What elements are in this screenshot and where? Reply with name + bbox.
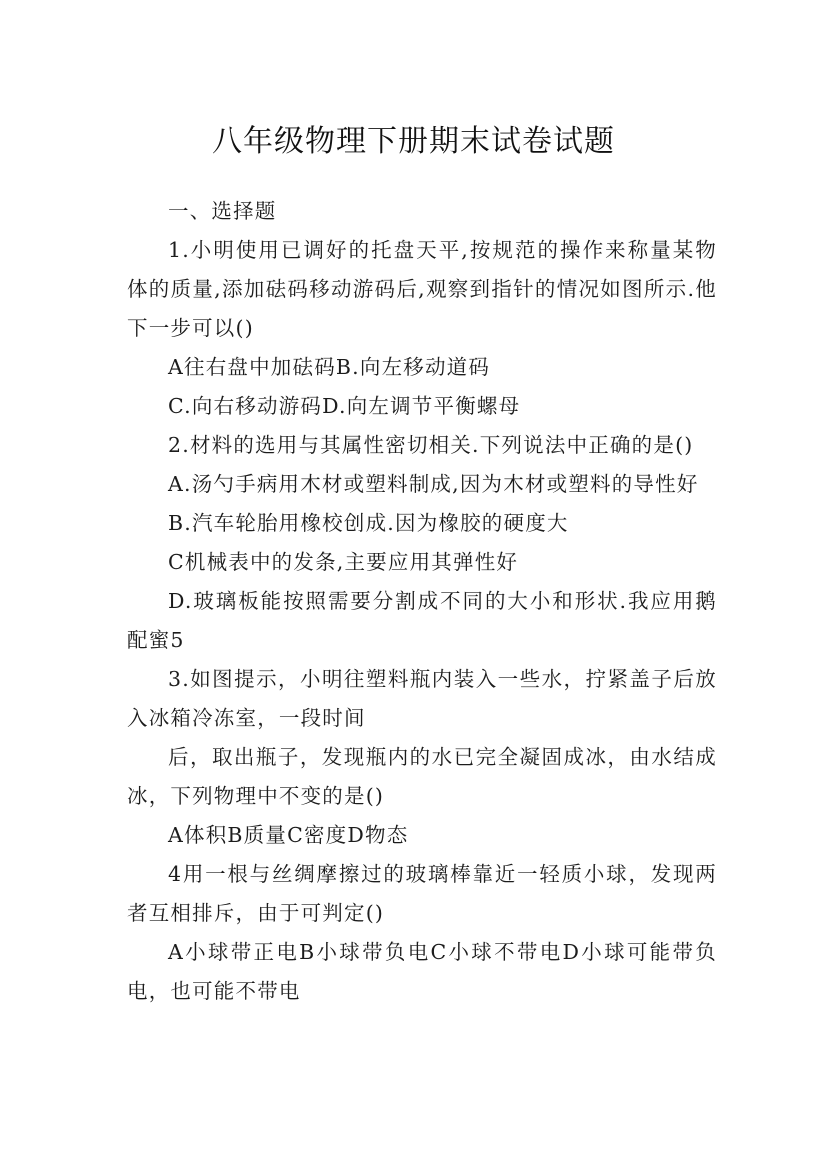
question-2: 2.材料的选用与其属性密切相关.下列说法中正确的是() — [168, 433, 694, 457]
section-heading: 一、选择题 — [168, 199, 277, 223]
question-2-option-d: D.玻璃板能按照需要分割成不同的大小和形状.我应用鹅配蜜5 — [127, 589, 717, 652]
question-1-options-ab: A往右盘中加砝码B.向左移动道码 — [168, 355, 491, 379]
question-3-options: A体积B质量C密度D物态 — [168, 823, 409, 847]
question-4: 4用一根与丝绸摩擦过的玻璃棒靠近一轻质小球，发现两者互相排斥，由于可判定() — [127, 862, 717, 925]
question-3-continued: 后，取出瓶子，发现瓶内的水已完全凝固成冰，由水结成冰，下列物理中不变的是() — [127, 745, 717, 808]
question-4-options: A小球带正电B小球带负电C小球不带电D小球可能带负电，也可能不带电 — [127, 940, 717, 1003]
question-1: 1.小明使用已调好的托盘天平,按规范的操作来称量某物体的质量,添加砝码移动游码后,观察到指针的情况如图所示.他下一步可以() — [127, 238, 717, 340]
question-2-option-b: B.汽车轮胎用橡校创成.因为橡胶的硬度大 — [168, 511, 569, 535]
page-title: 八年级物理下册期末试卷试题 — [212, 124, 615, 160]
question-2-option-c: C机械表中的发条,主要应用其弹性好 — [168, 550, 519, 574]
question-1-options-cd: C.向右移动游码D.向左调节平衡螺母 — [168, 394, 521, 418]
question-2-option-a: A.汤勺手病用木材或塑料制成,因为木材或塑料的导性好 — [168, 472, 699, 496]
document-body — [127, 192, 717, 1011]
question-3: 3.如图提示，小明往塑料瓶内装入一些水，拧紧盖子后放入冰箱冷冻室，一段时间 — [127, 667, 717, 730]
